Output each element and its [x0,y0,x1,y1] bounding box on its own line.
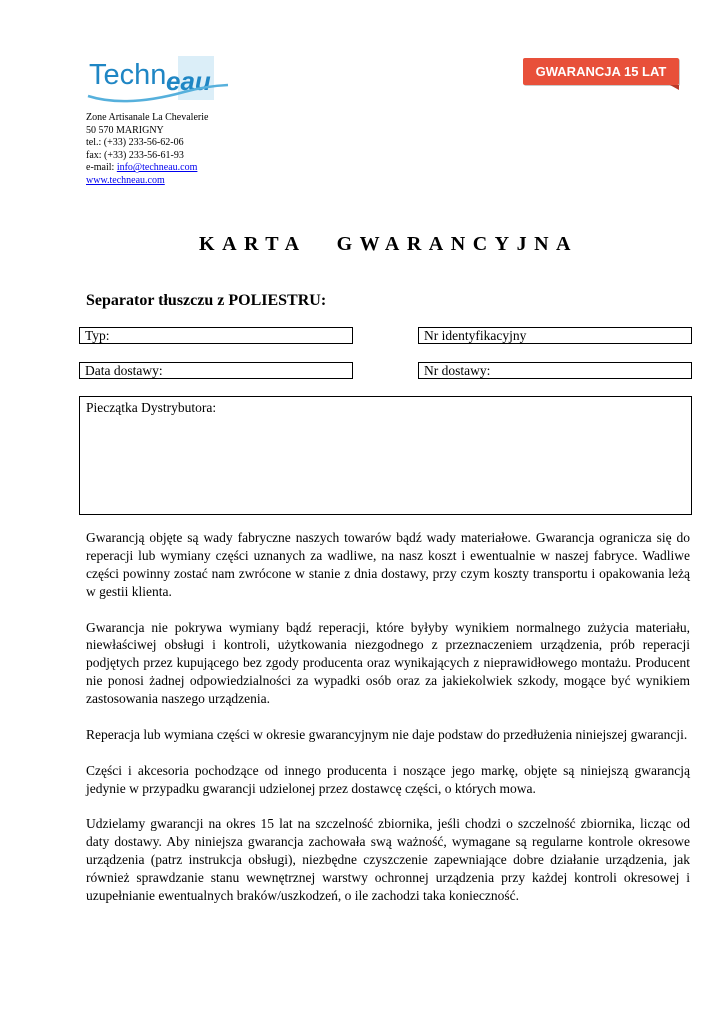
website-link[interactable]: www.techneau.com [86,174,165,186]
nr-identyfikacyjny-field[interactable]: Nr identyfikacyjny [418,327,692,344]
email-label: e-mail: [86,162,117,174]
address-tel: tel.: (+33) 233-56-62-06 [86,137,184,149]
address-email-row [86,162,208,175]
address-line1: Zone Artisanale La Chevalerie [86,112,209,123]
stamp-label: Pieczątka Dystrybutora: [86,400,217,415]
address-fax: fax: (+33) 233-56-61-93 [86,149,184,161]
warranty-badge: GWARANCJA 15 LAT [523,58,679,85]
page-title [0,233,725,256]
badge-fold-icon [670,85,679,90]
logo-text-main: Techn [89,59,167,91]
title-word-gwarancyjna: GWARANCYJNA [336,233,578,255]
address-line2: 50 570 MARIGNY [86,124,164,136]
terms-paragraph: Gwarancja nie pokrywa wymiany bądź reperacji, które byłyby wynikiem normalnego zużycia materiału, niewłaściwej obsługi i kontroli, użytkowania niezgodnego z przeznaczeniem urządzenia, prób reperacji podjętych przez kupującego bez zgody producenta oraz wynikających z nieprawidłowego montażu. Producent nie ponosi żadnej odpowiedzialności za wypadki osób oraz za jakiekolwiek szkody, mogące być wynikiem zastosowania naszego urządzenia. [86,619,690,707]
terms-paragraph: Udzielamy gwarancji na okres 15 lat na szczelność zbiornika, jeśli chodzi o szczelność zbiornika, licząc od daty dostawy. Aby niniejsza gwarancja zachowała swą ważność, wymagane są regularne kontrole okresowe urządzenia (patrz instrukcja obsługi), niezbędne czyszczenie zapewniające dobre działanie urządzenia, jak również sprawdzanie stanu wewnętrznej warstwy ochronnej urządzenia przy każdej kontroli okresowej i uzupełnianie ewentualnych braków/uszkodzeń, o ile zachodzi taka konieczność. [86,816,690,904]
email-link[interactable]: info@techneau.com [116,162,198,174]
product-heading: Separator tłuszczu z POLIESTRU: [86,292,327,309]
nr-dostawy-field[interactable]: Nr dostawy: [418,362,692,379]
terms-paragraph: Gwarancją objęte są wady fabryczne naszych towarów bądź wady materiałowe. Gwarancja ogranicza się do reperacji lub wymiany części uznanych za wadliwe, na nasz koszt i ewentualnie w naszej fabryce. Wadliwe części powinny zostać nam zwrócone w stanie z dnia dostawy, przy czym koszty transportu i opakowania leżą w gestii klienta. [86,530,690,599]
data-dostawy-field[interactable]: Data dostawy: [79,362,353,379]
title-word-karta: KARTA [199,233,307,255]
terms-paragraph: Reperacja lub wymiana części w okresie gwarancyjnym nie daje podstaw do przedłużenia niniejszej gwarancji. [86,726,688,742]
logo-text-accent: eau [166,66,211,96]
techneau-logo [86,52,231,112]
typ-field[interactable]: Typ: [79,327,353,344]
company-address [86,112,208,188]
terms-paragraph: Części i akcesoria pochodzące od innego producenta i noszące jego markę, objęte są niniejszą gwarancją jedynie w przypadku gwarancji udzielonej przez dostawcę części, o których mowa. [86,762,690,796]
warranty-terms [86,529,690,923]
distributor-stamp-field[interactable] [79,396,692,515]
